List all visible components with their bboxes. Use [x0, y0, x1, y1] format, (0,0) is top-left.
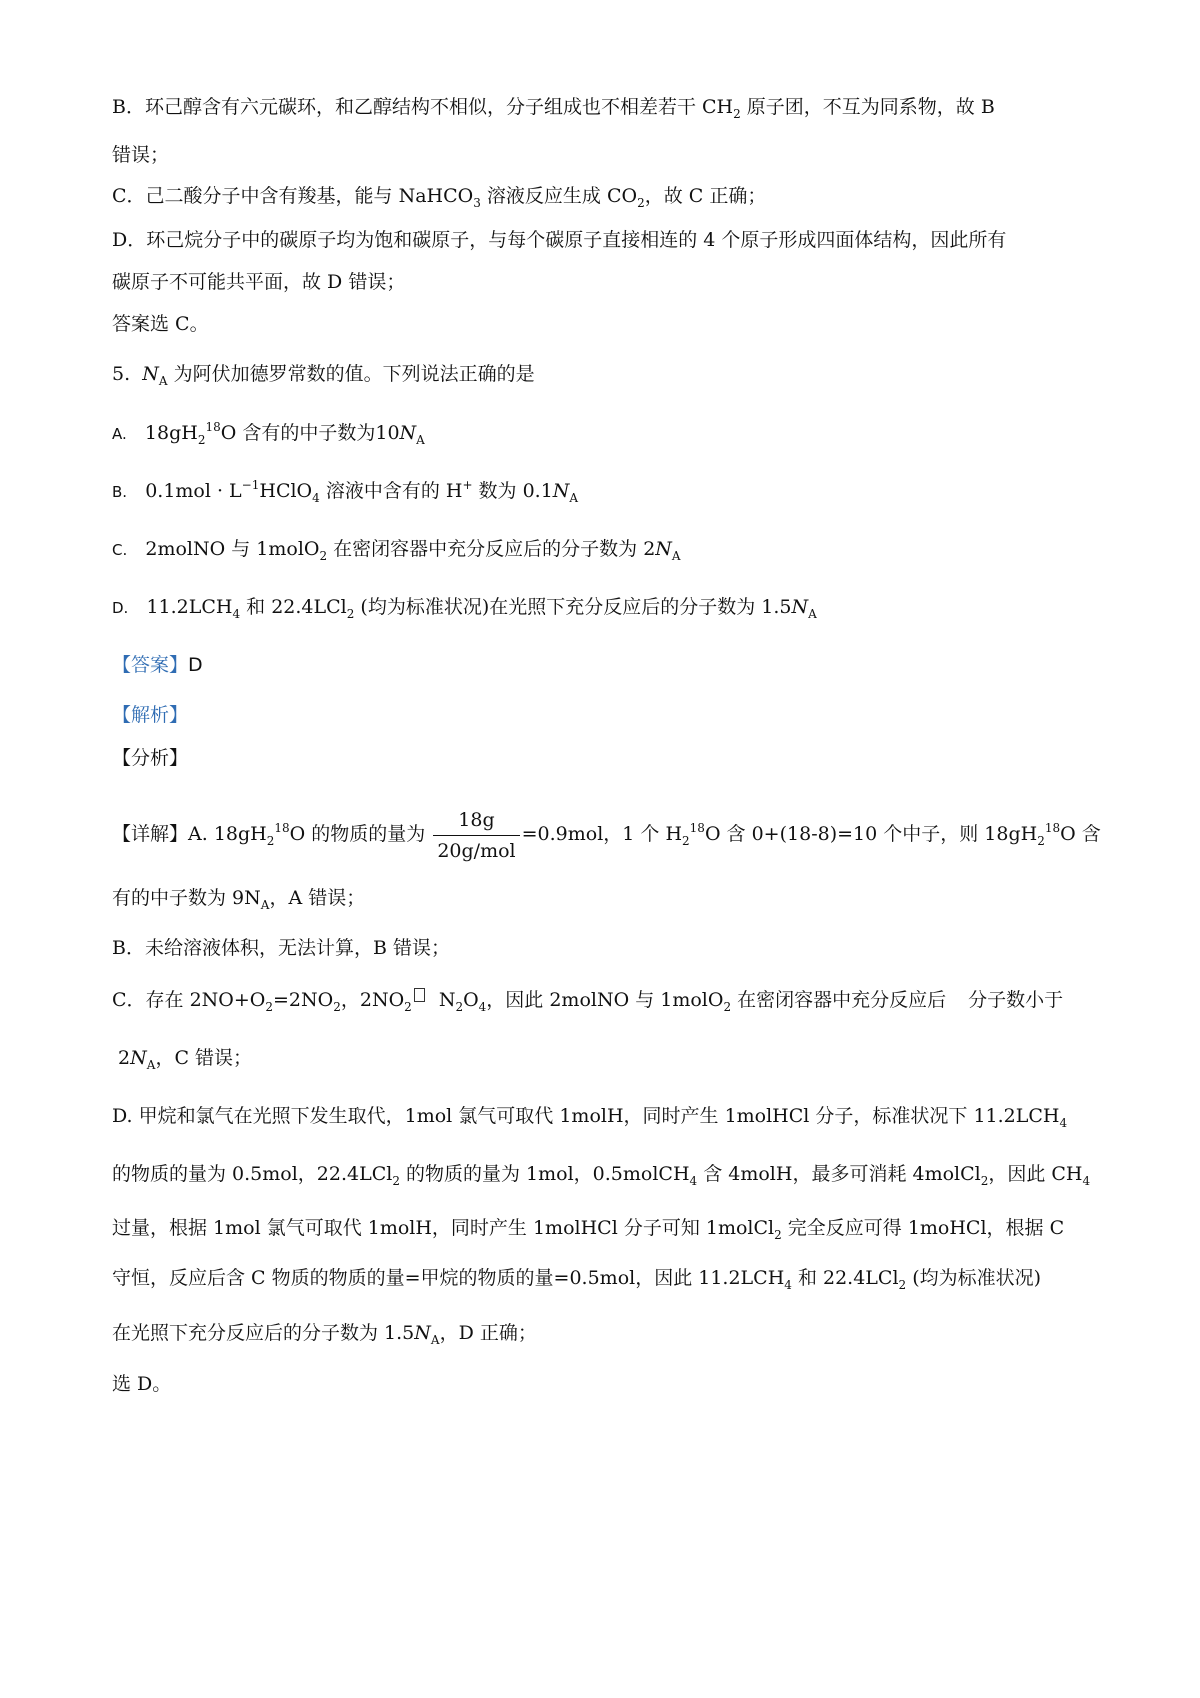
- option-b: B. $0.1mol \cdot L^{-1}HClO_4$ 溶液中含有的 H+ 数为 $0.1N_A$: [112, 478, 579, 505]
- detail-c-line1: C．存在 $2NO+O_2=2NO_2$，$2NO_2$ $N_2O_4$，因此 2molNO 与 1molO$_2$ 在密闭容器中充分反应后 分子数小于: [112, 989, 1064, 1014]
- detail-a-line2: 有的中子数为 $9N_A$，A 错误；: [112, 887, 366, 912]
- fenxi-heading: 【分析】: [112, 747, 189, 769]
- final-answer: 选 D。: [112, 1373, 172, 1395]
- jiexi-heading: 【解析】: [112, 704, 189, 726]
- detail-d-line2: 的物质的量为 0.5mol，22.4LCl$_2$ 的物质的量为 1mol，0.5molCH$_4$ 含 4molH，最多可消耗 4molCl$_2$，因此 $CH_4$: [112, 1163, 1091, 1188]
- detail-a-line1: 【详解】A. $18gH_2^{18}O$ 的物质的量为 $\frac{18g}{\text{20g/mol}}$ =0.9mol，1 个 $H_2^{18}O$ 含 0+(18-8)=10 个中子，则 $18gH_2^{18}O$ 含: [112, 808, 1101, 862]
- detail-d-line1: D. 甲烷和氯气在光照下发生取代，1mol 氯气可取代 1molH，同时产生 1molHCl 分子，标准状况下 $11.2LCH_4$: [112, 1105, 1068, 1130]
- question-5-stem: 5. $N_A$ 为阿伏加德罗常数的值。下列说法正确的是: [112, 363, 535, 388]
- option-a: A. $18gH_2^{18}O$ 含有的中子数为$10N_A$: [112, 420, 425, 447]
- explanation-b-line1: B．环己醇含有六元碳环，和乙醇结构不相似，分子组成也不相差若干 $CH_2$ 原子团，不互为同系物，故 B: [112, 96, 995, 121]
- answer-value: D: [188, 654, 203, 676]
- explanation-d-line2: 碳原子不可能共平面，故 D 错误；: [112, 271, 406, 293]
- previous-answer: 答案选 C。: [112, 313, 209, 335]
- answer-line: [112, 650, 203, 680]
- detail-d-line5: 在光照下充分反应后的分子数为 $1.5N_A$，D 正确；: [112, 1322, 537, 1347]
- detail-d-line3: 过量，根据 1mol 氯气可取代 1molH，同时产生 1molHCl 分子可知 1molCl$_2$ 完全反应可得 1moHCl，根据 C: [112, 1217, 1065, 1242]
- detail-b: B．未给溶液体积，无法计算，B 错误；: [112, 937, 450, 959]
- explanation-d-line1: D．环己烷分子中的碳原子均为饱和碳原子，与每个碳原子直接相连的 4 个原子形成四面体结构，因此所有: [112, 229, 1007, 251]
- option-d: D. $11.2LCH_4$ 和 22.4LCl$_2$ (均为标准状况)在光照下充分反应后的分子数为 $1.5N_A$: [112, 596, 817, 621]
- detail-c-line2: $2N_A$，C 错误；: [118, 1047, 253, 1072]
- detail-d-line4: 守恒，反应后含 C 物质的物质的量=甲烷的物质的量=0.5mol，因此 $11.2LCH_4$ 和 22.4LCl$_2$ (均为标准状况): [112, 1267, 1042, 1292]
- answer-tag: 【答案】: [112, 654, 189, 676]
- fraction-mass-over-molar-mass: $\frac{18g}{\text{20g/mol}}$: [433, 807, 519, 864]
- explanation-c: C．己二酸分子中含有羧基，能与 NaHCO$_3$ 溶液反应生成 $CO_2$，故 C 正确；: [112, 185, 767, 210]
- option-c: C. 2molNO 与 1molO$_2$ 在密闭容器中充分反应后的分子数为 $2N_A$: [112, 538, 681, 563]
- explanation-b-line2: 错误；: [112, 144, 170, 166]
- reversible-arrow-placeholder-icon: [414, 988, 425, 1002]
